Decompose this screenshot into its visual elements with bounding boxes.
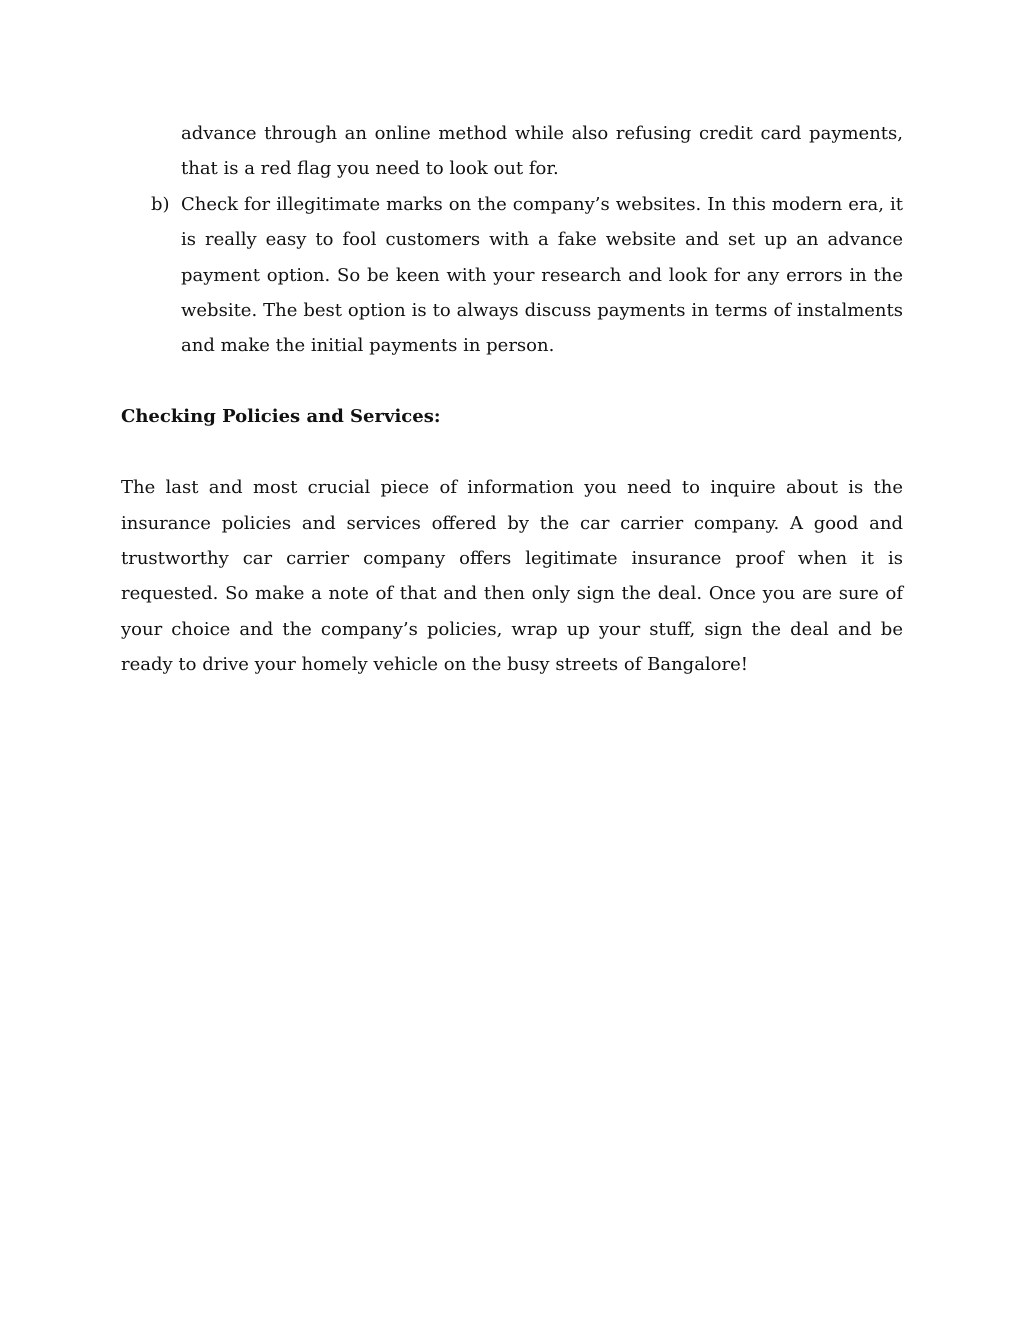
list-item-b <box>121 187 903 364</box>
list-item-text: advance through an online method while also refusing credit card payments, that is a red flag you need to look out for. <box>181 123 903 180</box>
section-heading: Checking Policies and Services: <box>121 405 441 427</box>
bullet-list <box>121 116 903 364</box>
list-marker-b: b) <box>151 193 170 215</box>
list-item-continued <box>121 116 903 187</box>
list-item-text: Check for illegitimate marks on the company’s websites. In this modern era, it is really easy to fool customers with a fake website and set up an advance payment option. So be keen with your research and look for any errors in the website. The best option is to always discuss payments in terms of instalments and make the initial payments in person. <box>181 193 903 357</box>
body-paragraph: The last and most crucial piece of information you need to inquire about is the insurance policies and services offered by the car carrier company. A good and trustworthy car carrier company offers legitimate insurance proof when it is requested. So make a note of that and then only sign the deal. Once you are sure of your choice and the company’s policies, wrap up your stuff, sign the deal and be ready to drive your homely vehicle on the busy streets of Bangalore! <box>121 477 903 676</box>
page-content <box>121 116 903 683</box>
